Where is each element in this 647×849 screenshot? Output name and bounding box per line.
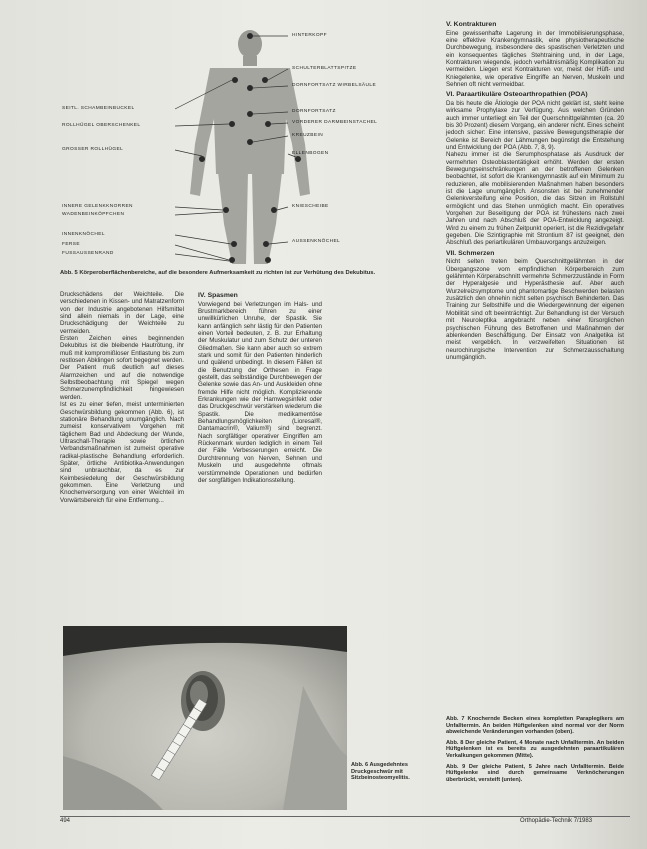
col3-paragraph-4: Nicht selten treten beim Querschnittgelähmten in der Übergangszone vom empfindlichen Körperbereich zum gelähmten Körperabschnitt vermehrte Schmerzzustände in Form der Hyperalgesie und Hyperästhesie auf. Aber auch Wurzelreizsymptome und phantomartige Beschwerden belasten zusätzlich den ohnehin nicht selten psychisch Behinderten. Das Training zur Selbsthilfe und die Wiedergewinnung der eigenen Mobilität sind oft beeinträchtigt. Zur Behandlung ist der Versuch mit Neuroleptika angebracht neben einer fürsorglichen psychischen Führung des Betroffenen und Maßnahmen der ablenkenden Beschäftigung. Der Einsatz von Analgetika ist meist vergeblich. In verzweifelten Situationen ist neurochirurgische Intervention zur Schmerzausschaltung unumgänglich. bbox=[446, 258, 624, 361]
col3-paragraph-1: Eine gewissenhafte Lagerung in der Immobilisierungsphase, eine effektive Krankengymnastik, eine physiotherapeutische Durchbewegung, insbesondere des spastischen Verletzten und ein konsequentes tägliches Stehtraining und, in der Lage, Kontrakturen wiegende, jedoch verhältnismäßig Komplikation zu vermeiden. Liegen erst Kontrakturen vor, meist der Hüft- und Kniegelenke, wie operative Eingriffe an Nerven, Muskeln und Sehnen oft nicht vermeidbar. bbox=[446, 29, 624, 88]
col1-paragraph-2: Ersten Zeichen eines beginnenden Dekubitus ist die bleibende Hautrötung, ihr muß mit kompromißloser Entlastung bis zum restlosen Abklingen sofort begegnet werden. Der Patient muß deutlich auf dieses Alarmzeichen und auf die notwendige Selbstbeobachtung mit Spiegel wegen Schmerzunempfindlichkeit hingewiesen werden. bbox=[60, 335, 184, 401]
pressure-ulcer-photo bbox=[63, 626, 347, 810]
label-schulterblattspitze: SCHULTERBLATTSPITZE bbox=[292, 66, 357, 71]
label-kniescheibe: KNIESCHEIBE bbox=[292, 204, 329, 209]
figure-6-photo bbox=[63, 626, 347, 810]
caption-abb8: Abb. 8 Der gleiche Patient, 4 Monate nach Unfalltermin. An beiden Hüftgelenken ist es bereits zu ausgedehnten paraartikulären Verkalkungen gekommen (Mitte). bbox=[446, 739, 624, 759]
caption-abb9: Abb. 9 Der gleiche Patient, 5 Jahre nach Unfalltermin. Beide Hüftgelenke sind durch gemeinsame Verknöcherungen überbrückt, versteift (unten). bbox=[446, 763, 624, 783]
label-fussaussenrand: FUSSAUSSENRAND bbox=[62, 251, 114, 256]
figure-7-9-captions bbox=[446, 716, 624, 787]
label-aussenknoechel: AUSSENKNÖCHEL bbox=[292, 239, 341, 244]
label-hinterkopf: HINTERKOPF bbox=[292, 33, 327, 38]
label-grosser-rollhuegel: GROSSER ROLLHÜGEL bbox=[62, 147, 124, 152]
label-dornfortsatz: DORNFORTSATZ bbox=[292, 109, 336, 114]
column-3 bbox=[446, 18, 624, 361]
figure-6-caption: Abb. 6 Ausgedehntes Druckgeschwür mit Sitzbeinosteomyelitis. bbox=[351, 762, 410, 782]
label-vorderer-darmbeinstachel: VORDERER DARMBEINSTACHEL bbox=[292, 120, 378, 125]
col2-paragraph-1: Vorwiegend bei Verletzungen im Hals- und Brustmarkbereich führen zu einer unwillkürlichen Unruhe, der Spastik. Sie kann anfänglich sehr lästig für den Patienten einen Vorteil bedeuten, z. B. zur Erhaltung der Muskulatur und zum Schutz der unteren Gliedmaßen. Sie kann aber auch so extrem stark und somit für den Patienten hinderlich und quälend unbedingt. In diesem Fällen ist die Benutzung der Orthesen in Frage gestellt, das selbständige Durchbewegen der Gelenke sowie das An- und Auskleiden ohne fremde Hilfe nicht möglich. Komplizierende Erkrankungen wie der Harnwegsinfekt oder das Druckgeschwür verstärken wiederum die Spastik. Die medikamentöse Behandlungsmöglichkeiten (Lioresal®, Dantamacrin®, Valium®) sind begrenzt. Nach sorgfältiger operativer Eingriffen am Rückenmark wurden lediglich in einem Teil der Fälle Verbesserungen erreicht. Die Durchtrennung von Nerven, Sehnen und Muskeln und ausgedehnte oftmals verstümmelnde Operationen und bedürfen der sorgfältigen Indikationsstellung. bbox=[198, 300, 322, 484]
caption-abb7: Abb. 7 Knochernde Becken eines kompletten Paraplegikers am Unfalltermin. An beiden Hüftgelenken sind normal vor der Norm abweichende Veränderungen vorhanden (oben). bbox=[446, 716, 624, 736]
col1-paragraph-3: Ist es zu einer tiefen, meist unterminierten Geschwürsbildung gekommen (Abb. 6), ist stationäre Behandlung unumgänglich. Nach zumeist konservativem Vorgehen mit täglichem Bad und Abdeckung der Wunde, Ultraschall-Therapie sowie örtlichen Verbandsmaßnahmen ist zumeist operative radikal-plastische Behandlung erforderlich. Später, örtliche Antibiotika-Anwendungen sind unbrauchbar, da es zur Keimbesiedelung der Geschwürsbildung gekommen. Eine Verletzung und Knochenversorgung von einer Weichteil im Vorwärtsbereich für eine Entfernung... bbox=[60, 401, 184, 504]
heading-poa: VI. Paraartikuläre Osteoarthropathien (POA) bbox=[446, 91, 588, 99]
column-2 bbox=[198, 289, 322, 484]
label-rollhuegel-oberschenkel: ROLLHÜGEL OBERSCHENKEL bbox=[62, 123, 141, 128]
page-number: 494 bbox=[60, 818, 71, 824]
label-wadenbeinkoepfchen: WADENBEINKÖPFCHEN bbox=[62, 212, 125, 217]
col3-paragraph-2: Da bis heute die Ätiologie der POA nicht geklärt ist, steht keine wirksame Prophylaxe zur Verfügung. Aus welchen Gründen auch immer unterliegt ein Teil der Querschnittgelähmten (ca. 20 bis 30 Prozent) diesem Vorgang, ein anderer nicht. Eines scheint jedoch sicher: Eine intensive, passive Bewegungstherapie der Gelenke ist Bereich der Lähmungen begünstigt die Entstehung und Entwicklung der POA (Abb. 7, 8, 9). bbox=[446, 99, 624, 151]
label-schambeinbuckel: SEITL. SCHAMBEINBUCKEL bbox=[62, 106, 135, 111]
heading-kontrakturen: V. Kontrakturen bbox=[446, 21, 497, 28]
column-1 bbox=[60, 291, 184, 504]
journal-footer: Orthopädie-Technik 7/1983 bbox=[520, 818, 593, 824]
col1-paragraph-1: Druckschädens der Weichteile. Die verschiedenen in Kissen- und Matratzenform von der Industrie angebotenen Hilfsmittel sind allein niemals in der Lage, eine Druckschädigung der Weichteile zu vermeiden. bbox=[60, 291, 184, 335]
heading-schmerzen: VII. Schmerzen bbox=[446, 249, 495, 257]
col3-paragraph-3: Nahezu immer ist die Serumphosphatase als Ausdruck der vermehrten Osteoblastentätigkeit erhöht. Werden der ersten Bewegungseinschränkungen an der betroffenen Gelenken beobachtet, ist sofort die Krankengymnastik auf ein Minimum zu reduzieren, alle mobilisierenden Maßnahmen haben besonders ist die Lage unumgänglich. Ansonsten ist bei zunehmender Gelenkversteifung eine Position, die das Sitzen im Rollstuhl ermöglicht und das Stehen unmöglich macht. Ein operatives Vorgehen zur Beseitigung der POA ist frühestens nach zwei Jahren und nach Abschluß der POA-Entwicklung angezeigt. Wird zu einem zu frühen Zeitpunkt operiert, ist die Rezidivgefahr gegeben. Die Szintigraphie mit Strontium 87 ist geeignet, den Abschluß des periartikulären Umbauvorgangs anzuzeigen. bbox=[446, 151, 624, 247]
figure-5-body-diagram bbox=[60, 24, 438, 274]
figure-5-caption: Abb. 5 Körperoberflächenbereiche, auf die besondere Aufmerksamkeit zu richten ist zur Verhütung des Dekubitus. bbox=[60, 270, 376, 276]
label-innere-gelenkknorren: INNERE GELENKKNORREN bbox=[62, 204, 133, 209]
label-ferse: FERSE bbox=[62, 242, 80, 247]
label-innenknoechel: INNENKNÖCHEL bbox=[62, 232, 105, 237]
label-kreuzbein: KREUZBEIN bbox=[292, 133, 324, 138]
heading-spasmen: IV. Spasmen bbox=[198, 292, 238, 299]
label-ellenbogen: ELLENBOGEN bbox=[292, 151, 329, 156]
label-dornfortsatz-wirbelsaeule: DORNFORTSATZ WIRBELSÄULE bbox=[292, 83, 377, 88]
footer-rule bbox=[60, 816, 630, 817]
